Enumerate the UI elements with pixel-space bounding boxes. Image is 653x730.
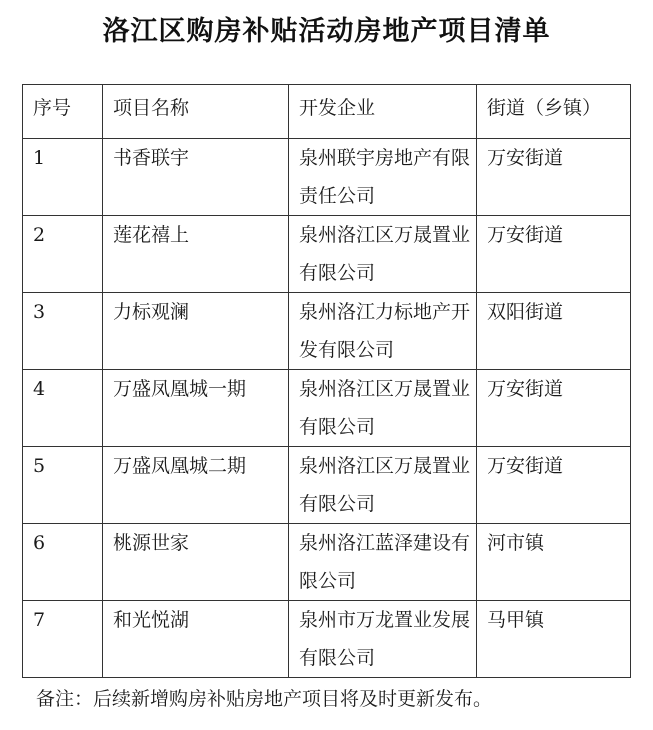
header-project-name: 项目名称 xyxy=(103,85,289,139)
row-serial-number: 2 xyxy=(23,216,103,293)
row-serial-number: 1 xyxy=(23,139,103,216)
table-row xyxy=(23,447,631,524)
row-developer: 泉州洛江力标地产开发有限公司 xyxy=(289,293,477,370)
table-row xyxy=(23,370,631,447)
row-street: 马甲镇 xyxy=(477,601,631,678)
row-street: 河市镇 xyxy=(477,524,631,601)
row-street: 万安街道 xyxy=(477,370,631,447)
row-project-name: 莲花禧上 xyxy=(103,216,289,293)
row-developer: 泉州洛江区万晟置业有限公司 xyxy=(289,447,477,524)
row-developer: 泉州洛江蓝泽建设有限公司 xyxy=(289,524,477,601)
row-street: 双阳街道 xyxy=(477,293,631,370)
row-project-name: 桃源世家 xyxy=(103,524,289,601)
row-project-name: 和光悦湖 xyxy=(103,601,289,678)
row-serial-number: 3 xyxy=(23,293,103,370)
row-street: 万安街道 xyxy=(477,139,631,216)
row-serial-number: 7 xyxy=(23,601,103,678)
row-project-name: 万盛凤凰城一期 xyxy=(103,370,289,447)
row-serial-number: 4 xyxy=(23,370,103,447)
row-developer: 泉州联宇房地产有限责任公司 xyxy=(289,139,477,216)
row-developer: 泉州洛江区万晟置业有限公司 xyxy=(289,216,477,293)
table-row xyxy=(23,601,631,678)
table-row xyxy=(23,293,631,370)
table-header-row xyxy=(23,85,631,139)
row-street: 万安街道 xyxy=(477,447,631,524)
header-serial-number: 序号 xyxy=(23,85,103,139)
table-row xyxy=(23,216,631,293)
row-project-name: 书香联宇 xyxy=(103,139,289,216)
row-street: 万安街道 xyxy=(477,216,631,293)
row-developer: 泉州洛江区万晟置业有限公司 xyxy=(289,370,477,447)
row-developer: 泉州市万龙置业发展有限公司 xyxy=(289,601,477,678)
project-list-table xyxy=(22,84,631,678)
row-project-name: 万盛凤凰城二期 xyxy=(103,447,289,524)
header-developer: 开发企业 xyxy=(289,85,477,139)
row-project-name: 力标观澜 xyxy=(103,293,289,370)
table-row xyxy=(23,139,631,216)
table-row xyxy=(23,524,631,601)
row-serial-number: 6 xyxy=(23,524,103,601)
row-serial-number: 5 xyxy=(23,447,103,524)
header-street: 街道（乡镇） xyxy=(477,85,631,139)
footnote: 备注：后续新增购房补贴房地产项目将及时更新发布。 xyxy=(36,688,493,710)
document-title: 洛江区购房补贴活动房地产项目清单 xyxy=(102,16,551,47)
